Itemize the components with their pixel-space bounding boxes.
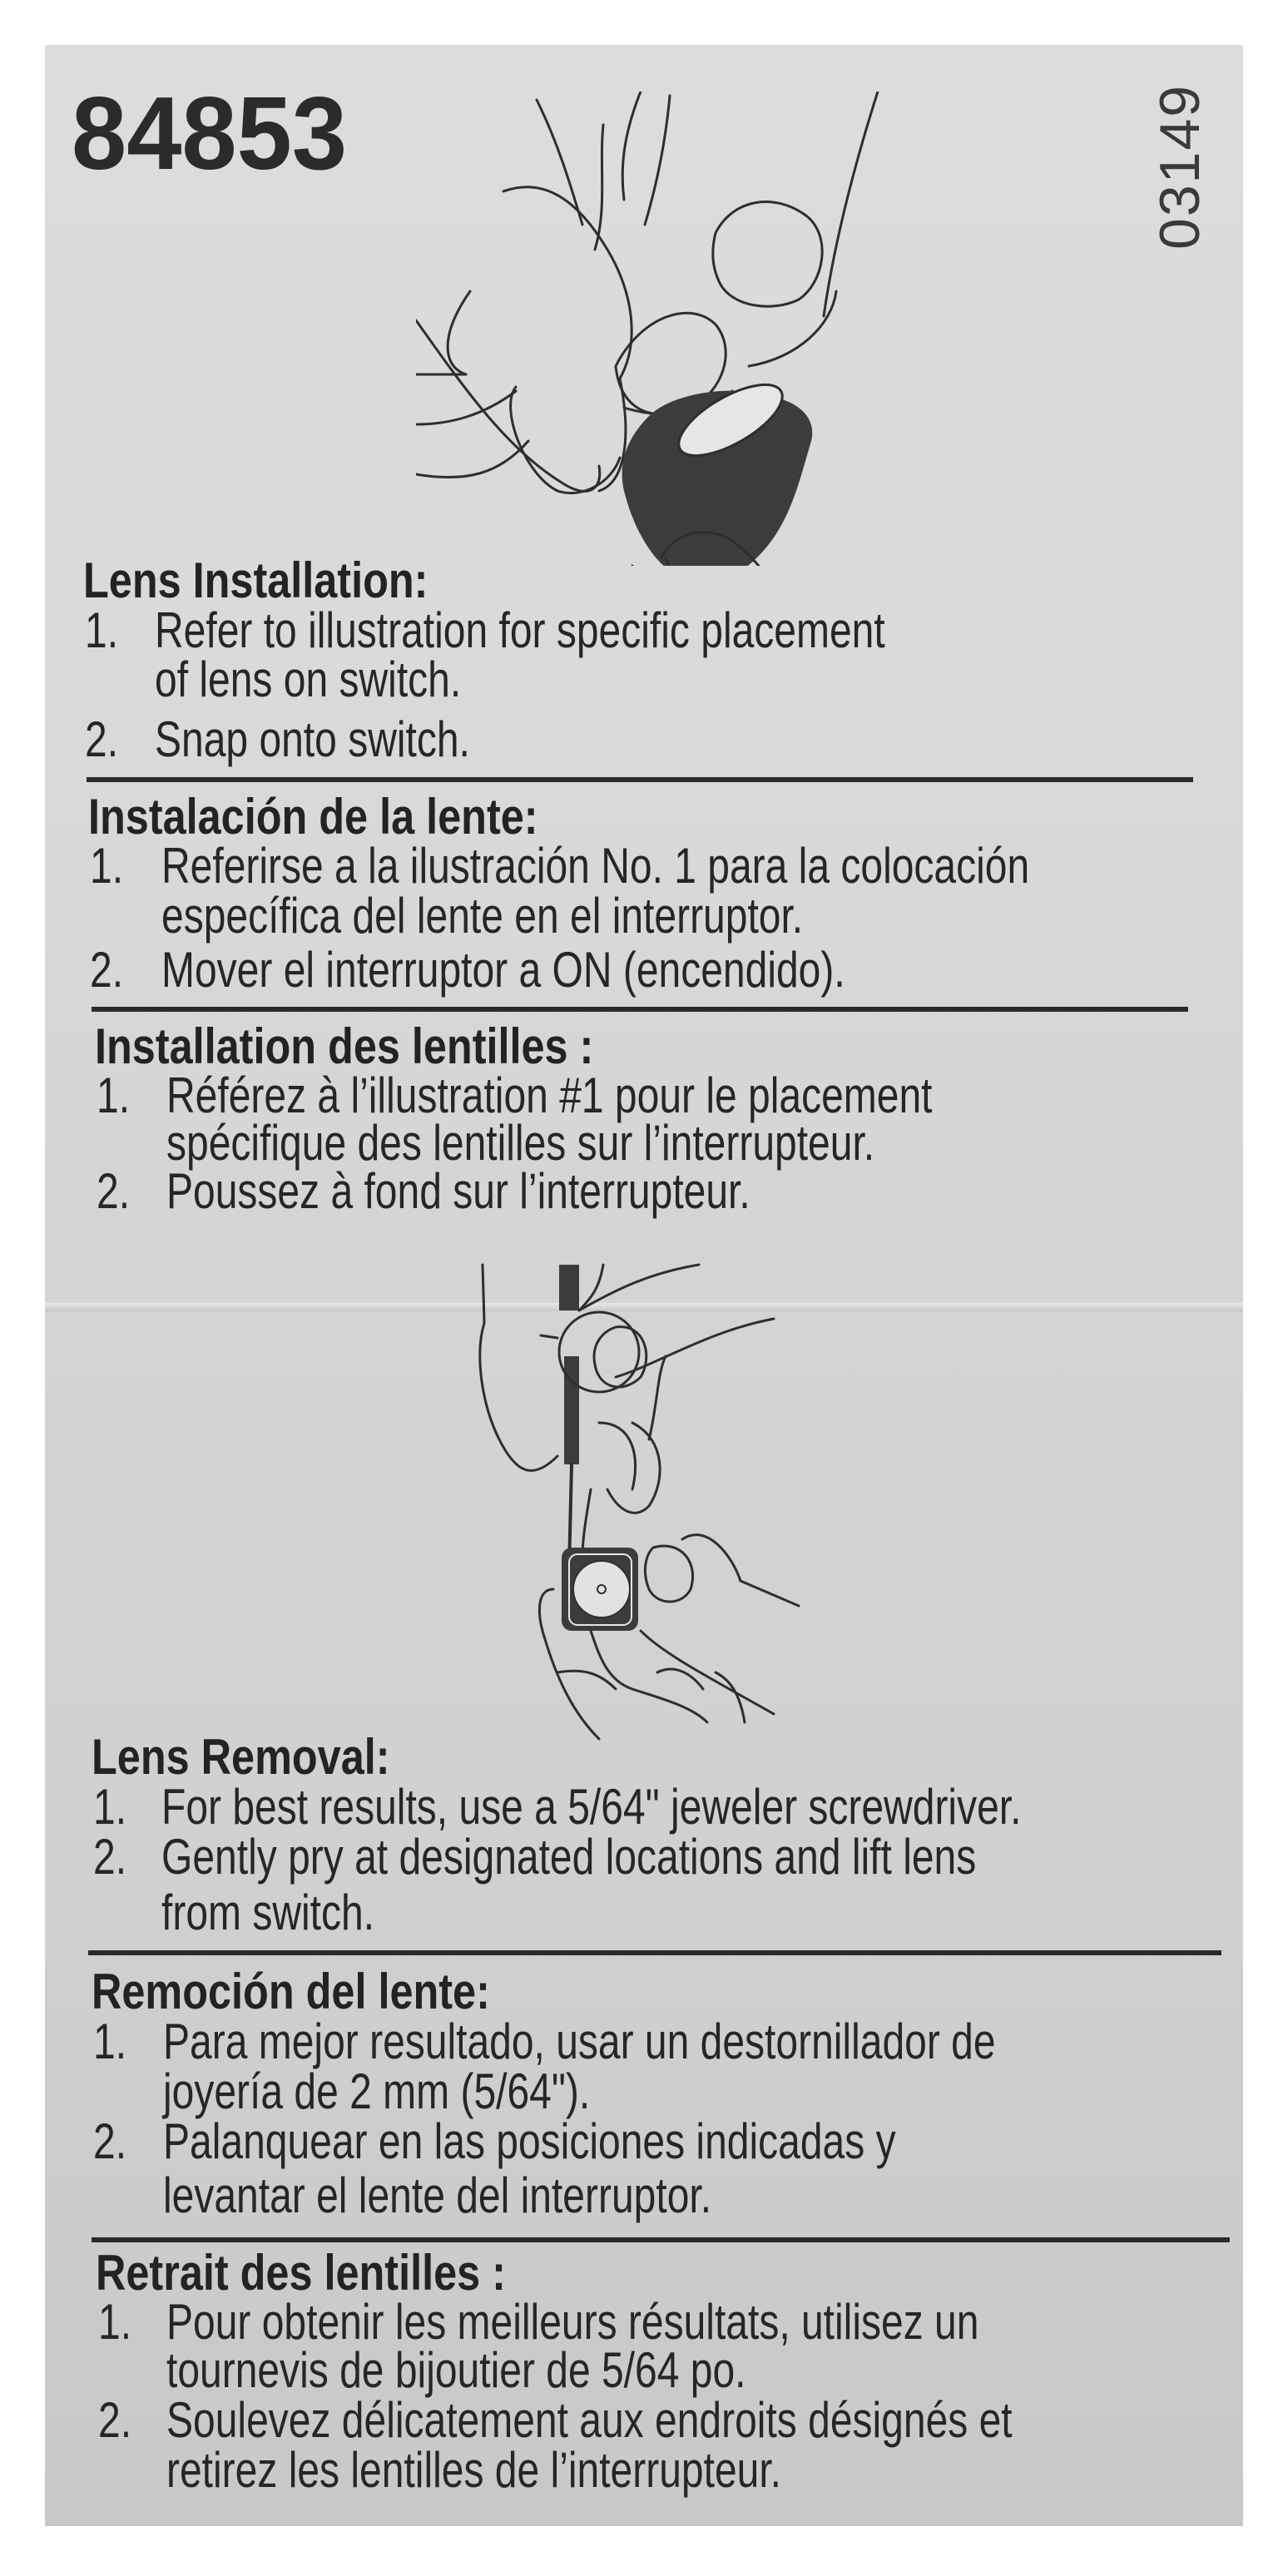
lens-installation-illustration <box>416 92 949 566</box>
step-text: spécifique des lentilles sur l’interrupteur. <box>166 1115 875 1171</box>
step-number: 2. <box>97 1163 131 1219</box>
step-text: Référez à l’illustration #1 pour le placement <box>166 1068 933 1123</box>
section-heading: Lens Removal: <box>92 1729 390 1785</box>
step-number: 1. <box>90 838 124 894</box>
step-text: tournevis de bijoutier de 5/64 po. <box>166 2342 746 2398</box>
divider <box>87 777 1193 782</box>
divider <box>92 2237 1230 2242</box>
step-text: Soulevez délicatement aux endroits désignés et <box>166 2392 1013 2448</box>
section-heading: Instalación de la lente: <box>88 789 538 845</box>
step-text: from switch. <box>161 1885 375 1940</box>
step-number: 1. <box>85 602 119 658</box>
step-text: Referirse a la ilustración No. 1 para la colocación <box>161 838 1030 894</box>
step-text: levantar el lente del interruptor. <box>163 2167 712 2223</box>
step-text: Gently pry at designated locations and lift lens <box>161 1829 977 1885</box>
divider <box>92 1007 1188 1012</box>
step-number: 1. <box>93 1779 127 1835</box>
step-text: Mover el interruptor a ON (encendido). <box>161 942 845 998</box>
step-number: 2. <box>90 942 124 998</box>
step-text: Snap onto switch. <box>155 711 470 767</box>
section-heading: Retrait des lentilles : <box>96 2245 506 2301</box>
print-code: 03149 <box>1148 83 1211 250</box>
step-text: Poussez à fond sur l’interrupteur. <box>166 1163 750 1219</box>
step-number: 1. <box>93 2014 127 2069</box>
step-number: 2. <box>93 2113 127 2169</box>
step-number: 2. <box>98 2392 132 2448</box>
step-number: 1. <box>98 2294 132 2350</box>
step-text: Pour obtenir les meilleurs résultats, utilisez un <box>166 2294 979 2350</box>
step-number: 2. <box>93 1829 127 1885</box>
section-heading: Lens Installation: <box>83 552 428 608</box>
step-text: retirez les lentilles de l’interrupteur. <box>166 2442 782 2498</box>
step-text: Refer to illustration for specific placement <box>155 602 885 658</box>
step-text: joyería de 2 mm (5/64"). <box>163 2063 591 2119</box>
step-text: For best results, use a 5/64" jeweler screwdriver. <box>161 1779 1022 1835</box>
divider <box>88 1950 1221 1955</box>
section-heading: Installation des lentilles : <box>95 1018 594 1074</box>
section-heading: Remoción del lente: <box>92 1964 490 2019</box>
step-number: 1. <box>97 1068 131 1123</box>
step-text: Para mejor resultado, usar un destornillador de <box>163 2014 996 2069</box>
step-number: 2. <box>85 711 119 767</box>
lens-removal-illustration <box>466 1240 832 1756</box>
step-text: of lens on switch. <box>155 651 462 707</box>
step-text: Palanquear en las posiciones indicadas y <box>163 2113 896 2169</box>
step-text: específica del lente en el interruptor. <box>161 888 804 944</box>
part-number: 84853 <box>72 77 348 191</box>
